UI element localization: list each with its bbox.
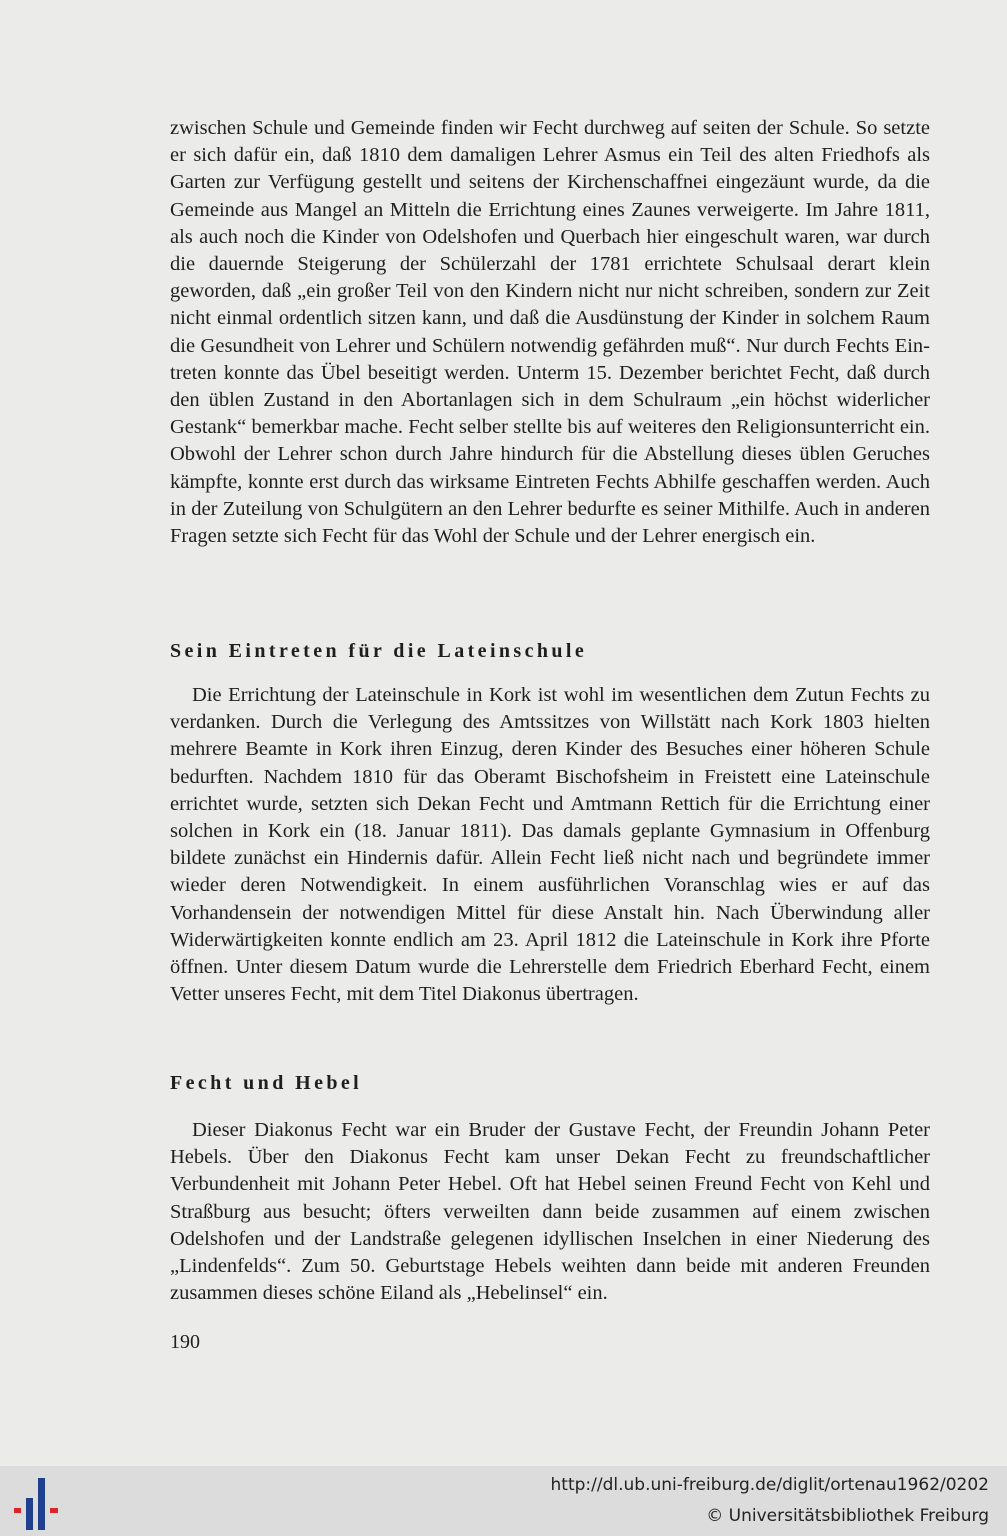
section-heading-lateinschule: Sein Eintreten für die Lateinschule	[170, 640, 588, 662]
section-heading-fecht-hebel: Fecht und Hebel	[170, 1072, 363, 1094]
page-number: 190	[170, 1331, 200, 1353]
ub-freiburg-logo-icon[interactable]	[14, 1476, 66, 1530]
library-footer	[0, 1466, 1007, 1536]
paragraph-fecht-hebel: Dieser Diakonus Fecht war ein Bruder der Gustave Fecht, der Freundin Johann Peter Hebels. Über den Diakonus Fecht kam unser Dekan Fecht zu freundschaftlicher Verbundenheit mit Johann Peter Hebel. Oft hat Hebel seinen Freund Fecht von Kehl und Straßburg aus besucht; öfters verweilten dann beide zusammen auf einem zwischen Odelshofen und der Landstraße gelegenen idyllischen Inselchen in einer Niederung des „Lindenfelds“. Zum 50. Geburtstage Hebels weihten dann beide mit anderen Freunden zusammen dieses schöne Eiland als „Hebelinsel“ ein.	[170, 1119, 930, 1305]
paragraph-continued: zwischen Schule und Gemeinde finden wir Fecht durchweg auf seiten der Schule. So setzte er sich dafür ein, daß 1810 dem damaligen Lehrer Asmus ein Teil des alten Friedhofs als Garten zur Verfügung gestellt und seitens der Kirchenschaffnei eingezäunt wurde, da die Gemeinde aus Mangel an Mitteln die Errichtung eines Zaunes verweigerte. Im Jahre 1811, als auch noch die Kinder von Odelshofen und Querbach hier eingeschult waren, war durch die dauernde Steigerung der Schülerzahl der 1781 errichtete Schulsaal derart klein geworden, daß „ein großer Teil von den Kindern nicht nur nicht schreiben, sondern zur Zeit nicht einmal ordentlich sitzen kann, und daß die Ausdünstung der Kinder in solchem Raum die Gesundheit von Lehrer und Schülern notwendig gefährden muß“. Nur durch Fechts Eintreten konnte das Übel beseitigt werden. Unterm 15. Dezember berichtet Fecht, daß durch den üblen Zustand in den Abortanlagen sich in dem Schulraum „ein höchst widerlicher Gestank“ bemerkbar mache. Fecht selber stellte bis auf weiteres den Religionsunterricht ein. Obwohl der Lehrer schon durch Jahre hindurch für die Abstellung dieses üblen Geruches kämpfte, konnte erst durch das wirksame Eintreten Fechts Abhilfe geschaffen werden. Auch in der Zuteilung von Schulgütern an den Lehrer bedurfte es seiner Mithilfe. Auch in anderen Fragen setzte sich Fecht für das Wohl der Schule und der Lehrer energisch ein.	[170, 117, 930, 548]
paragraph-lateinschule: Die Errichtung der Lateinschule in Kork ist wohl im wesentlichen dem Zutun Fechts zu verdanken. Durch die Verlegung des Amtssitzes von Willstätt nach Kork 1803 hielten mehrere Beamte in Kork ihren Einzug, deren Kinder des Besuches einer höheren Schule bedurften. Nachdem 1810 für das Oberamt Bischofsheim in Freistett eine Lateinschule errichtet wurde, setzten sich Dekan Fecht und Amtmann Rettich für die Errichtung einer solchen in Kork ein (18. Januar 1811). Das damals geplante Gymnasium in Offenburg bildete zunächst ein Hindernis dafür. Allein Fecht ließ nicht nach und begründete immer wieder deren Notwendigkeit. In einem ausführlichen Voranschlag wies er auf das Vorhandensein der notwendigen Mittel für diese Anstalt hin. Nach Überwindung aller Widerwärtigkeiten konnte endlich am 23. April 1812 die Lateinschule in Kork ihre Pforte öffnen. Unter diesem Datum wurde die Lehrerstelle dem Friedrich Eberhard Fecht, einem Vetter unseres Fecht, mit dem Titel Diakonus übertragen.	[170, 684, 930, 1006]
source-url-link[interactable]: http://dl.ub.uni-freiburg.de/diglit/ortenau1962/0202	[550, 1475, 989, 1495]
copyright-text: © Universitätsbibliothek Freiburg	[706, 1506, 989, 1526]
